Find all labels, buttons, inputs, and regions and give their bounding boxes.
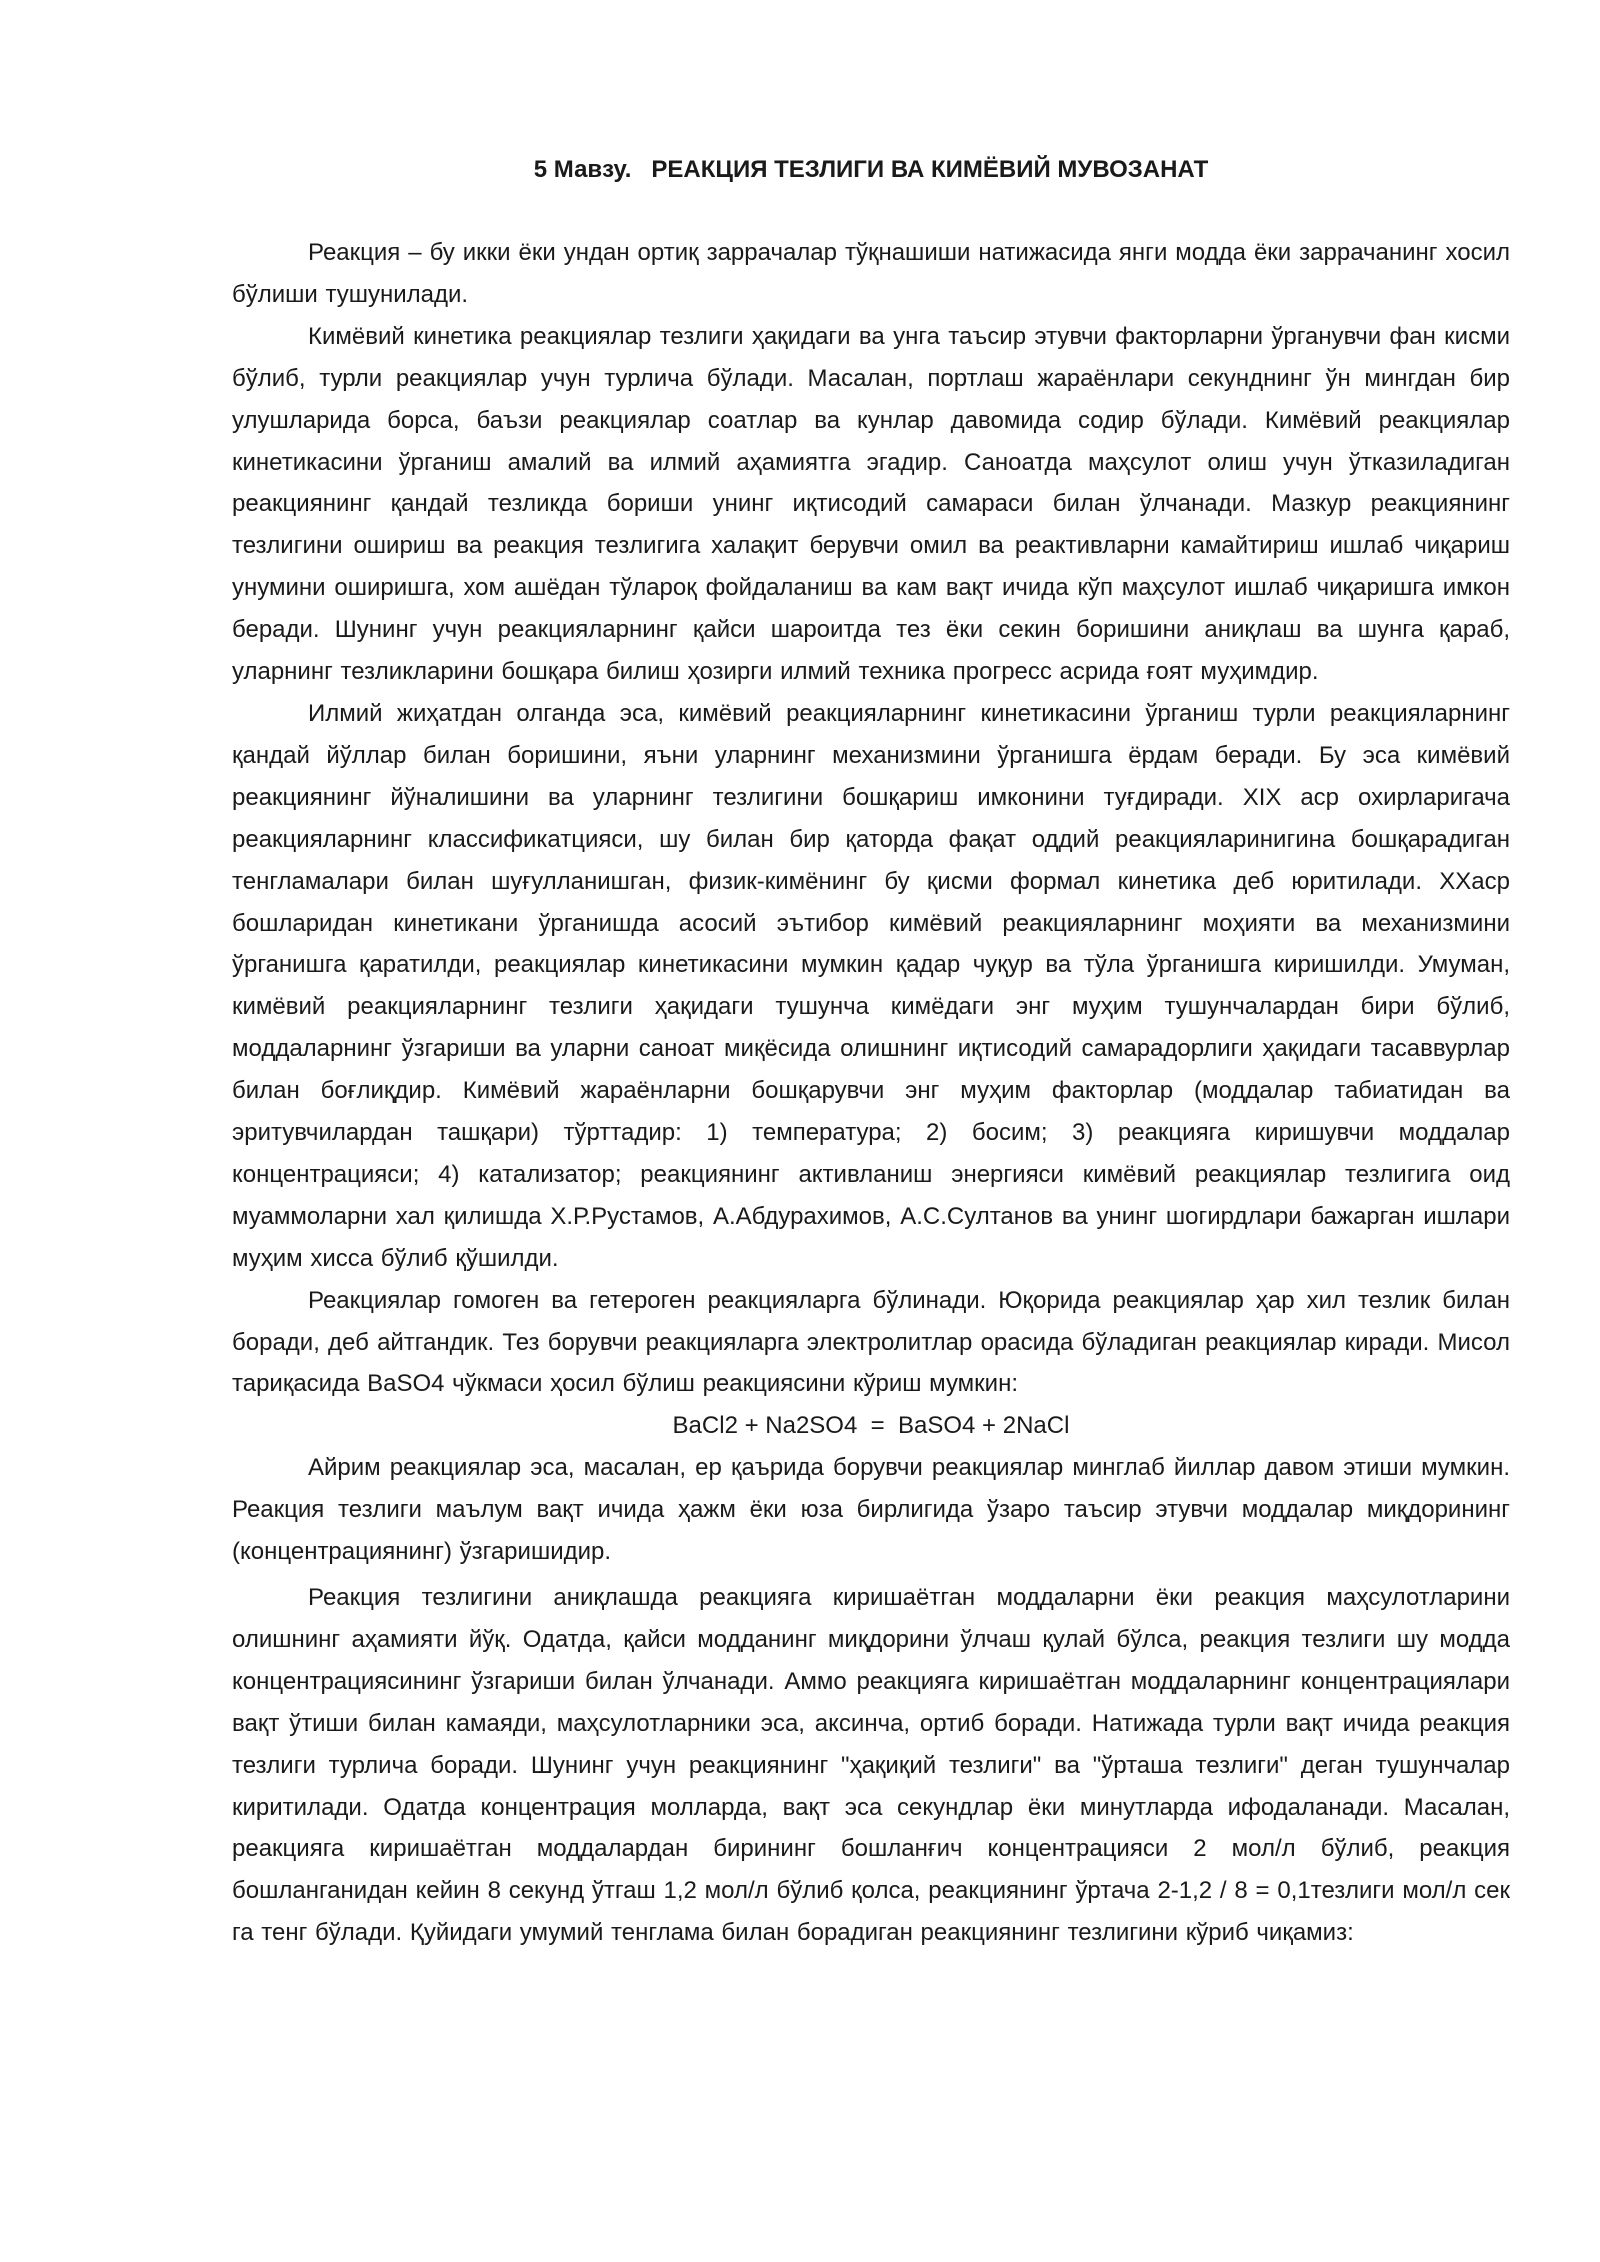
paragraph-homogeneous: Реакциялар гомоген ва гетероген реакцияларга бўлинади. Юқорида реакциялар ҳар хил тезлик билан боради, деб айтгандик. Тез борувчи реакцияларга электролитлар орасида бўладиган реакциялар киради. Мисол тариқасида BaSO4 чўкмаси ҳосил бўлиш реакциясини кўриш мумкин:	[232, 1286, 1510, 1398]
paragraph-kinetics: Кимёвий кинетика реакциялар тезлиги ҳақидаги ва унга таъсир этувчи факторларни ўрганувчи фан кисми бўлиб, турли реакциялар учун турлича бўлади. Масалан, портлаш жараёнлари секунднинг ўн мингдан бир улушларида борса, баъзи реакциялар соатлар ва кунлар давомида содир бўлади. Кимёвий реакциялар кинетикасини ўрганиш амалий ва илмий аҳамиятга эгадир. Саноатда маҳсулот олиш учун ўтказиладиган реакциянинг қандай тезликда бориши унинг иқтисодий самараси билан ўлчанади. Мазкур реакциянинг тезлигини ошириш ва реакция тезлигига халақит берувчи омил ва реактивларни камайтириш ишлаб чиқариш унумини оширишга, хом ашёдан тўлароқ фойдаланиш ва кам вақт ичида кўп маҳсулот ишлаб чиқаришга имкон беради. Шунинг учун реакцияларнинг қайси шароитда тез ёки секин боришини аниқлаш ва шунга қараб, уларнинг тезликларини бошқара билиш ҳозирги илмий техника прогресс асрида ғоят муҳимдир.	[232, 322, 1510, 686]
paragraph-rate-definition: Реакция тезлигини аниқлашда реакцияга киришаётган моддаларни ёки реакция маҳсулотларини олишнинг аҳамияти йўқ. Одатда, қайси модданинг миқдорини ўлчаш қулай бўлса, реакция тезлиги шу модда концентрациясининг ўзгариши билан ўлчанади. Аммо реакцияга киришаётган моддаларнинг концентрациялари вақт ўтиши билан камаяди, маҳсулотларники эса, аксинча, ортиб боради. Натижада турли вақт ичида реакция тезлиги турлича боради. Шунинг учун реакциянинг "ҳақиқий тезлиги" ва "ўрташа тезлиги" деган тушунчалар киритилади. Одатда концентрация молларда, вақт эса секундлар ёки минутларда ифодаланади. Масалан, реакцияга киришаётган моддалардан бирининг бошланғич концентрацияси 2 мол/л бўлиб, реакция бошланганидан кейин 8 секунд ўтгаш 1,2 мол/л бўлиб қолса, реакциянинг ўртача 2-1,2 / 8 = 0,1тезлиги мол/л сек га тенг бўлади. Қуйидаги умумий тенглама билан борадиган реакциянинг тезлигини кўриб чиқамиз:	[232, 1584, 1510, 1947]
document-title: 5 Мавзу. РЕАКЦИЯ ТЕЗЛИГИ ВА КИМЁВИЙ МУВОЗАНАТ	[533, 156, 1209, 183]
paragraph-definition: Реакция – бу икки ёки ундан ортиқ заррачалар тўқнашиши натижасида янги модда ёки заррачанинг хосил бўлиши тушунилади.	[232, 239, 1510, 308]
paragraph-slow-reactions: Айрим реакциялар эса, масалан, ер қаърида борувчи реакциялар минглаб йиллар давом этиши мумкин. Реакция тезлиги маълум вақт ичида ҳажм ёки юза бирлигида ўзаро таъсир этувчи моддалар миқдорининг (концентрациянинг) ўзгаришидир.	[232, 1454, 1510, 1566]
document-page	[232, 150, 1510, 1954]
reaction-equation: BaCl2 + Na2SO4 = BaSO4 + 2NaCl	[672, 1412, 1070, 1440]
paragraph-scientific: Илмий жиҳатдан олганда эса, кимёвий реакцияларнинг кинетикасини ўрганиш турли реакцияларнинг қандай йўллар билан боришини, яъни уларнинг механизмини ўрганишга ёрдам беради. Бу эса кимёвий реакциянинг йўналишини ва уларнинг тезлигини бошқариш имконини туғдиради. XIX аср охирларигача реакцияларнинг классификатцияси, шу билан бир қаторда фақат оддий реакцияларинигина бошқарадиган тенгламалари билан шуғулланишган, физик-кимёнинг бу қисми формал кинетика деб юритилади. XXаср бошларидан кинетикани ўрганишда асосий эътибор кимёвий реакцияларнинг моҳияти ва механизмини ўрганишга қаратилди, реакциялар кинетикасини мумкин қадар чуқур ва тўла ўрганишга киришилди. Умуман, кимёвий реакцияларнинг тезлиги ҳақидаги тушунча кимёдаги энг муҳим тушунчалардан бири бўлиб, моддаларнинг ўзгариши ва уларни саноат миқёсида олишнинг иқтисодий самарадорлиги ҳақидаги тасаввурлар билан боғлиқдир. Кимёвий жараёнларни бошқарувчи энг муҳим факторлар (моддалар табиатидан ва эритувчилардан ташқари) тўрттадир: 1) температура; 2) босим; 3) реакцияга киришувчи моддалар концентрацияси; 4) катализатор; реакциянинг активланиш энергияси кимёвий реакциялар тезлигига оид муаммоларни хал қилишда Х.Р.Рустамов, А.Абдурахимов, А.С.Султанов ва унинг шогирдлари бажарган ишлари муҳим хисса бўлиб қўшилди.	[232, 699, 1510, 1272]
